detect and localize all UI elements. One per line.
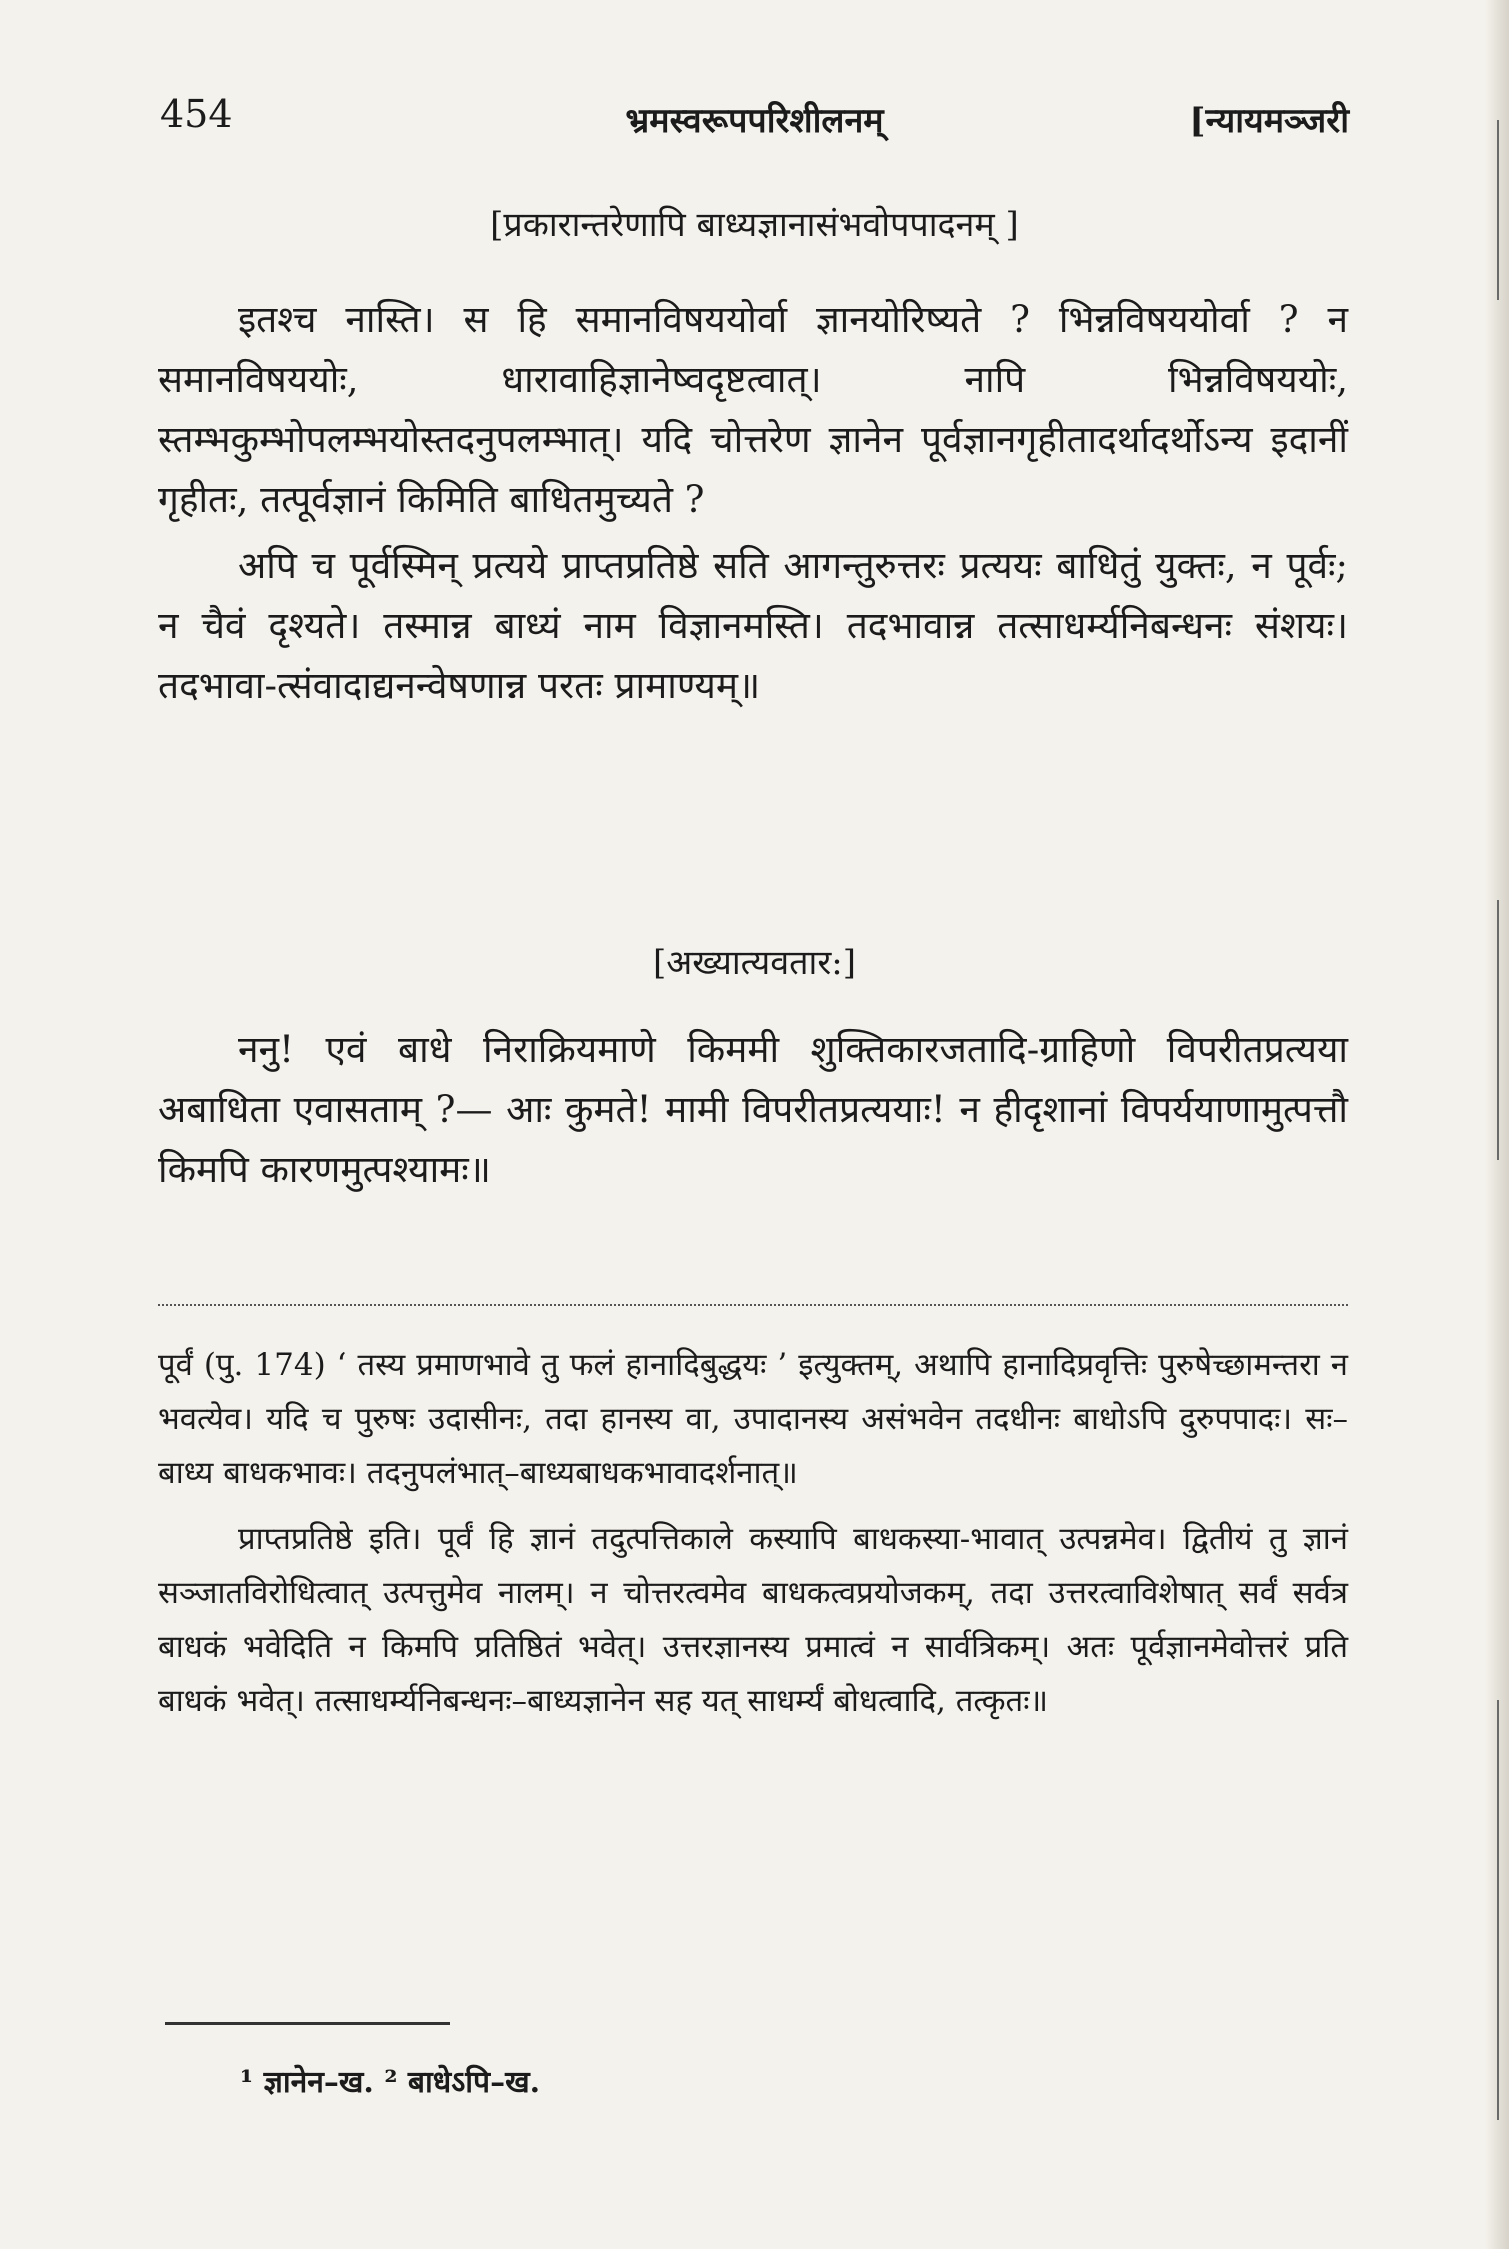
paragraph: अपि च पूर्वस्मिन् प्रत्यये प्राप्तप्रतिष्ठे सति आगन्तुरुत्तरः प्रत्ययः बाधितुं युक्तः, न पूर्वः; न चैवं दृश्यते। तस्मान्न बाध्यं नाम विज्ञानमस्ति। तदभावान्न तत्साधर्म्यनिबन्धनः संशयः। तदभावा-त्संवादाद्यनन्वेषणान्न परतः प्रामाण्यम्॥: [158, 544, 1348, 707]
page-header: [160, 92, 1349, 152]
running-title: भ्रमस्वरूपपरिशीलनम्: [625, 101, 884, 141]
page-edge: [1485, 0, 1509, 2249]
page-number: 454: [160, 92, 233, 136]
section-heading-2: [अख्यात्यवतार:]: [653, 943, 856, 983]
commentary-paragraph: पूर्वं (पु. 174) ‘ तस्य प्रमाणभावे तु फलं हानादिबुद्धयः ’ इत्युक्तम्, अथापि हानादिप्रवृत्तिः पुरुषेच्छामन्तरा न भवत्येव। यदि च पुरुषः उदासीनः, तदा हानस्य वा, उपादानस्य असंभवेन तदधीनः बाधोऽपि दुरुपपादः। सः–बाध्य बाधकभावः। तदनुपलंभात्–बाध्यबाधकभावादर्शनात्॥: [158, 1347, 1348, 1491]
section-heading-1: [प्रकारान्तरेणापि बाध्यज्ञानासंभवोपपादनम् ]: [490, 205, 1019, 245]
divider: [158, 1304, 1348, 1306]
footnotes: ¹ ज्ञानेन–ख. ² बाधेऽपि–ख.: [240, 2065, 541, 2100]
paragraph: इतश्च नास्ति। स हि समानविषययोर्वा ज्ञानयोरिष्यते ? भिन्नविषययोर्वा ? न समानविषययोः, धारावाहिज्ञानेष्वदृष्टत्वात्। नापि भिन्नविषययोः, स्तम्भकुम्भोपलम्भयोस्तदनुपलम्भात्। यदि चोत्तरेण ज्ञानेन पूर्वज्ञानगृहीतादर्थादर्थोऽन्य इदानीं गृहीतः, तत्पूर्वज्ञानं किमिति बाधितमुच्यते ?: [158, 298, 1348, 521]
commentary-paragraph: प्राप्तप्रतिष्ठे इति। पूर्वं हि ज्ञानं तदुत्पत्तिकाले कस्यापि बाधकस्या-भावात् उत्पन्नमेव। द्वितीयं तु ज्ञानं सञ्जातविरोधित्वात् उत्पत्तुमेव नालम्। न चोत्तरत्वमेव बाधकत्वप्रयोजकम्, तदा उत्तरत्वाविशेषात् सर्वं सर्वत्र बाधकं भवेदिति न किमपि प्रतिष्ठितं भवेत्। उत्तरज्ञानस्य प्रमात्वं न सार्वत्रिकम्। अतः पूर्वज्ञानमेवोत्तरं प्रति बाधकं भवेत्। तत्साधर्म्यनिबन्धनः–बाध्यज्ञानेन सह यत् साधर्म्यं बोधत्वादि, तत्कृतः॥: [158, 1521, 1348, 1719]
edge-mark: [1497, 900, 1499, 1160]
footnote-rule: [165, 2022, 450, 2025]
section-body-2: [158, 1020, 1348, 1200]
edge-mark: [1497, 1700, 1499, 2120]
paragraph: ननु! एवं बाधे निराक्रियमाणे किममी शुक्तिकारजतादि-ग्राहिणो विपरीतप्रत्यया अबाधिता एवासताम् ?— आः कुमते! मामी विपरीतप्रत्ययाः! न हीदृशानां विपर्ययाणामुत्पत्तौ किमपि कारणमुत्पश्यामः॥: [158, 1028, 1348, 1191]
commentary: [158, 1338, 1348, 1728]
section-body-1: [158, 290, 1348, 716]
book-title: [न्यायमञ्जरी: [1189, 101, 1349, 141]
edge-mark: [1497, 120, 1499, 300]
